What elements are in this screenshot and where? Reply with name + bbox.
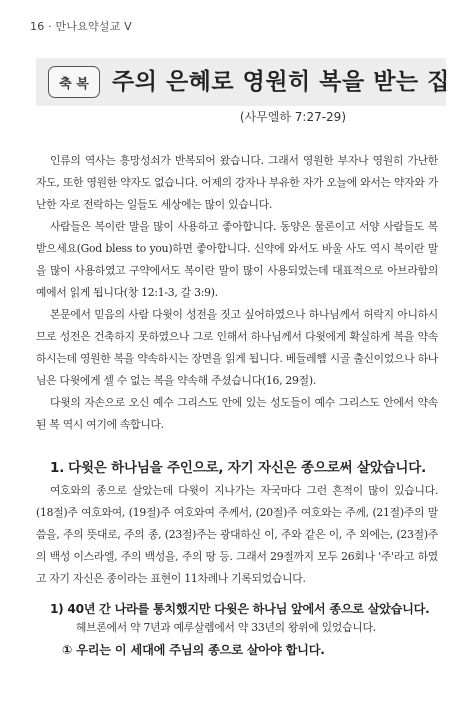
intro-paragraph-4: 다윗의 자손으로 오신 예수 그리스도 안에 있는 성도들이 예수 그리스도 안에서 약속된 복 역시 여기에 속합니다. <box>36 396 438 431</box>
section-1-heading <box>36 456 438 476</box>
section-1-point: ① 우리는 이 세대에 주님의 종으로 살아야 합니다. <box>62 643 325 657</box>
intro-paragraph-1: 인류의 역사는 흥망성쇠가 반복되어 왔습니다. 그래서 영원한 부자나 영원히 가난한 자도, 또한 영원한 약자도 없습니다. 어제의 강자나 부유한 자가 오늘에 와서는 약자와 가난한 자로 전락하는 일들도 세상에는 많이 있습니다. <box>36 154 438 211</box>
section-1-subheading: 1) 40년 간 나라를 통치했지만 다윗은 하나님 앞에서 종으로 살았습니다. <box>50 602 430 616</box>
section-1-heading-text: 다윗은 하나님을 주인으로, 자기 자신은 종으로써 살았습니다. <box>68 460 427 476</box>
intro-paragraph-2: 사람들은 복이란 말을 많이 사용하고 좋아합니다. 동양은 물론이고 서양 사람들도 복 받으세요(God bless to you)하면 좋아합니다. 신약에 와서도 바울 사도 역시 복이란 말을 많이 사용하였고 구약에서도 복이란 말이 많이 사용되었는데 대표적으로 아브라함의 예에서 읽게 됩니다(창 12:1-3, 갈 3:9). <box>36 220 438 299</box>
section-1-paragraph: 여호와의 종으로 살았는데 다윗이 지나가는 자국마다 그런 흔적이 많이 있습니다. (18절)주 여호와여, (19절)주 여호와여 주께서, (20절)주 여호와는 주께, (21절)주의 말씀을, 주의 뜻대로, 주의 종, (23절)주는 광대하신 이, 주와 같은 이, 주 외에는, (23절)주의 백성 이스라엘, 주의 백성을, 주의 땅 등. 그래서 29절까지 모두 26회나 '주'라고 하였고 자기 자신은 종이라는 표현이 11차례나 기록되었습니다. <box>36 484 438 585</box>
intro-paragraph-3: 본문에서 믿음의 사람 다윗이 성전을 짓고 싶어하였으나 하나님께서 허락지 아니하시므로 성전은 건축하지 못하였으나 그로 인해서 하나님께서 다윗에게 확실하게 복을 약속하시는데 영원한 복을 약속하시는 장면을 읽게 됩니다. 베들레헴 시골 출신이었으나 하나님은 다윗에게 셀 수 없는 복을 약속해 주셨습니다(16, 29절). <box>36 308 438 387</box>
section-badge: 축 복 <box>48 66 100 98</box>
scripture-reference: (사무엘하 7:27-29) <box>239 110 346 124</box>
sermon-title: 주의 은혜로 영원히 복을 받는 집 <box>112 69 450 95</box>
running-header: 16 · 만나요약설교 V <box>30 20 132 33</box>
section-1-number: 1. <box>50 460 65 476</box>
section-1-subtext: 헤브론에서 약 7년과 예루살렘에서 약 33년의 왕위에 있었습니다. <box>76 621 376 634</box>
sermon-body <box>36 150 438 658</box>
